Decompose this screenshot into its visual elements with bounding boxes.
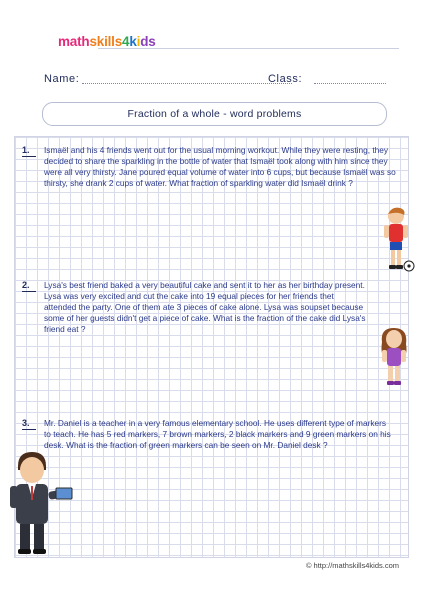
- problem-1: [22, 145, 396, 189]
- problem-number: 3.: [22, 418, 30, 428]
- problem-number: 1.: [22, 145, 30, 155]
- problem-2: [22, 280, 366, 335]
- problem-number-underline: [22, 429, 36, 430]
- boy-soccer-illustration: [380, 206, 416, 274]
- problem-number-underline: [22, 291, 36, 292]
- brand-logo: [58, 34, 156, 54]
- problem-number-underline: [22, 156, 36, 157]
- logo-part-4: 4: [122, 34, 130, 49]
- problem-text: Ismaël and his 4 friends went out for the usual morning workout. While they were resting, they decided to share the sparkling in the bottle of water that Ismaël took along with him since they were all very thirsty. Jane poured equal volume of water into 6 cups, but because Ismaël was so thirsty, she drank 2 cups of water. What fraction of sparkling water did Ismaël drink ?: [44, 145, 396, 188]
- footer-url: © http://mathskills4kids.com: [305, 561, 399, 570]
- name-field[interactable]: [82, 83, 292, 84]
- worksheet-title-text: Fraction of a whole - word problems: [127, 108, 302, 120]
- logo-part-math: math: [58, 34, 90, 49]
- logo-part-skills: skills: [89, 34, 123, 49]
- name-label: Name:: [44, 73, 80, 85]
- logo-part-i: i: [136, 34, 141, 49]
- problem-text: Mr. Daniel is a teacher in a very famous elementary school. He uses different type of markers to teach. He has 5 red markers, 7 brown markers, 2 black markers and 9 green markers on his desk. What is the fraction of green markers can be seen on Mr. Daniel desk ?: [44, 418, 391, 450]
- problem-3: [22, 418, 394, 451]
- worksheet-title: [42, 102, 387, 126]
- class-label: Class:: [268, 73, 303, 85]
- name-class-row: [44, 73, 389, 89]
- logo-part-k: k: [129, 34, 137, 49]
- problem-number: 2.: [22, 280, 30, 290]
- girl-illustration: [376, 326, 414, 388]
- teacher-illustration: [4, 452, 78, 556]
- header-divider: [98, 48, 399, 49]
- logo-part-ds: ds: [140, 34, 156, 49]
- problem-text: Lysa's best friend baked a very beautiful cake and sent it to her as her birthday present. Lysa was very excited and cut the cake into 19 equal pieces for her friends thet attended the party. One of them ate 3 pieces of cake alone. Lysa was soupset because some of her guests didn't get a piece of cake. What is the fraction of the cake did Lysa's friend eat ?: [44, 280, 366, 334]
- class-field[interactable]: [314, 83, 386, 84]
